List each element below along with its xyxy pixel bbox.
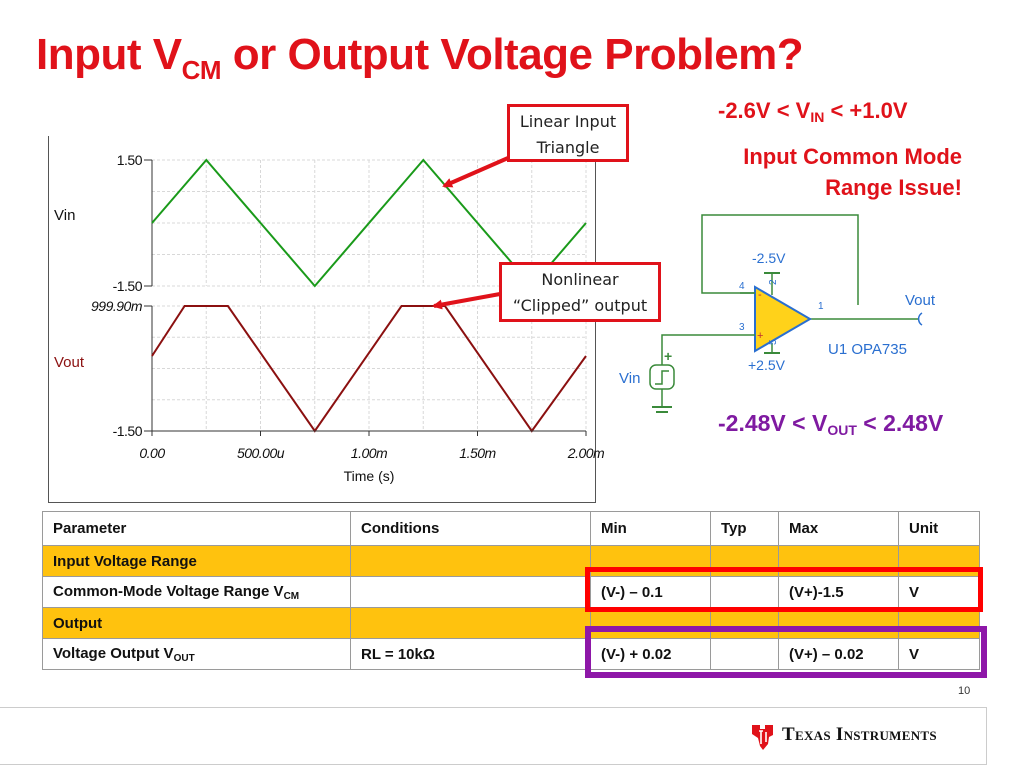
- header-min: Min: [591, 512, 711, 546]
- y-tick-label: 1.50: [116, 152, 142, 168]
- vout-range-note: $-2.48V < V_{OUT} < 2.48V$: [718, 410, 944, 438]
- header-parameter: Parameter: [43, 512, 351, 546]
- noninverting-sign: +: [757, 330, 764, 342]
- x-tick-label: 1.50m: [459, 445, 496, 461]
- output-label: Vout: [905, 292, 936, 309]
- header-conditions: Conditions: [351, 512, 591, 546]
- linear-input-callout: [507, 104, 629, 162]
- cond-cell: RL = 10kΩ: [351, 639, 591, 670]
- x-axis-label: Time (s): [343, 468, 395, 484]
- pin-3-label: 3: [739, 322, 745, 333]
- empty-cell: [351, 608, 591, 639]
- ti-logo-text: Texas Instruments: [782, 724, 937, 745]
- pin-1-label: 1: [818, 301, 824, 312]
- page-number: 10: [958, 685, 971, 697]
- x-tick-label: 1.00m: [350, 445, 388, 461]
- vin-wire: [662, 335, 740, 365]
- linear-callout-line-1: Linear Input: [519, 112, 617, 131]
- header-unit: Unit: [899, 512, 980, 546]
- source-plus-sign: +: [664, 348, 673, 364]
- pin-2-label: 2: [768, 279, 779, 285]
- cond-cell: [351, 577, 591, 608]
- x-tick-label: 500.00u: [236, 445, 285, 461]
- min-cell: (V-) – 0.1: [591, 577, 711, 608]
- x-tick-label: 0.00: [139, 445, 165, 461]
- param-common-mode: Common-Mode Voltage Range $V_{CM}$: [43, 577, 351, 608]
- unit-cell: V: [899, 577, 980, 608]
- y-tick-label: 999.90m: [91, 298, 142, 314]
- max-cell: (V+)-1.5: [779, 577, 899, 608]
- neg-supply-label: -2.5V: [752, 250, 786, 266]
- min-cell: (V-) + 0.02: [591, 639, 711, 670]
- issue-line-1: Input Common Mode: [743, 144, 962, 169]
- nonlinear-callout-line-1: Nonlinear: [541, 270, 619, 289]
- linear-arrow: [444, 158, 508, 186]
- vin-range-note: $-2.6V < V_{IN} < +1.0V$: [718, 98, 908, 125]
- opamp-schematic: [600, 205, 1000, 420]
- y-axis-label: Vin: [54, 207, 76, 224]
- ti-logo-icon: [748, 722, 778, 752]
- vout-highlight-box: [585, 626, 987, 678]
- input-label: Vin: [619, 370, 641, 387]
- x-tick-label: 2.00m: [567, 445, 605, 461]
- output-connector-icon: [919, 313, 922, 325]
- pin-5-label: 5: [768, 339, 779, 345]
- y-axis-label: Vout: [54, 354, 85, 371]
- issue-line-2: Range Issue!: [825, 175, 962, 200]
- unit-cell: V: [899, 639, 980, 670]
- linear-callout-line-2: Triangle: [536, 138, 600, 157]
- nonlinear-arrow: [434, 294, 500, 306]
- pin-4-label: 4: [739, 281, 745, 292]
- nonlinear-callout-line-2: “Clipped” output: [512, 296, 648, 315]
- section-output: Output: [43, 608, 351, 639]
- y-tick-label: -1.50: [112, 278, 142, 294]
- part-label: U1 OPA735: [828, 341, 907, 358]
- header-typ: Typ: [711, 512, 779, 546]
- empty-cell: [351, 546, 591, 577]
- param-voltage-output: Voltage Output $V_{OUT}$: [43, 639, 351, 670]
- table-header-row: [43, 512, 980, 546]
- pos-supply-label: +2.5V: [748, 357, 785, 373]
- section-input-voltage-range: Input Voltage Range: [43, 546, 351, 577]
- y-tick-label: -1.50: [112, 423, 142, 439]
- inverting-sign: -: [758, 289, 762, 301]
- header-max: Max: [779, 512, 899, 546]
- slide-title: Input $V_{CM}$ or Output Voltage Problem?: [36, 30, 804, 85]
- vcm-highlight-box: [585, 567, 983, 612]
- max-cell: (V+) – 0.02: [779, 639, 899, 670]
